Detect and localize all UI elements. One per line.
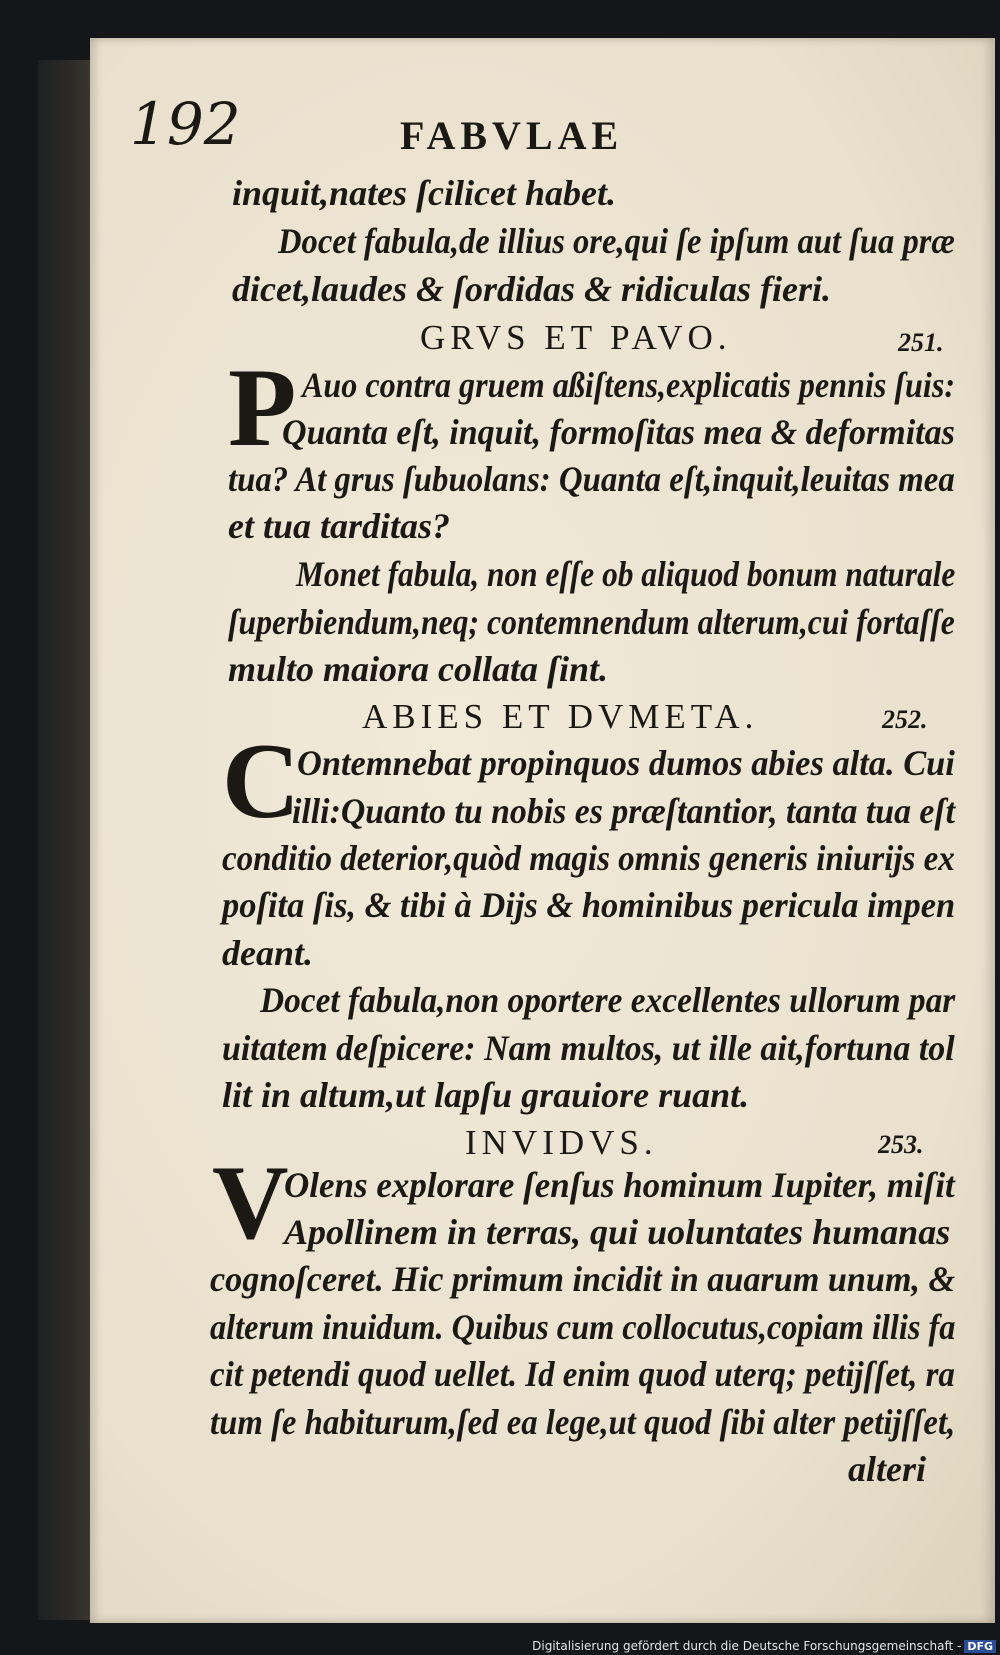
text-line: conditio deterior,quòd magis omnis generis iniurijs ex bbox=[222, 838, 955, 878]
text-line: lit in altum,ut lapſu grauiore ruant. bbox=[222, 1075, 750, 1115]
text-line: multo maiora collata ſint. bbox=[228, 649, 609, 689]
text-line: Monet fabula, non eſſe ob aliquod bonum naturale bbox=[296, 554, 956, 594]
footer-text: Digitalisierung gefördert durch die Deutsche Forschungsgemeinschaft - bbox=[532, 1639, 962, 1653]
text-line: Docet fabula,de illius ore,qui ſe ipſum aut ſua præ bbox=[278, 221, 955, 261]
drop-initial: C bbox=[222, 722, 300, 841]
book-edge bbox=[38, 60, 90, 1620]
fable-number: 253. bbox=[878, 1130, 924, 1159]
catchword: alteri bbox=[848, 1449, 926, 1489]
dfg-logo: DFG bbox=[964, 1640, 996, 1653]
drop-initial: P bbox=[228, 346, 297, 470]
running-head: FABVLAE bbox=[400, 113, 624, 158]
text-line: poſita ſis, & tibi à Dijs & hominibus pericula impen bbox=[222, 885, 956, 925]
text-line: et tua tarditas? bbox=[228, 506, 451, 546]
text-line: uitatem deſpicere: Nam multos, ut ille ait,fortuna tol bbox=[222, 1028, 955, 1068]
fable-heading: INVIDVS. bbox=[465, 1123, 658, 1162]
text-line: dicet,laudes & ſordidas & ridiculas fieri. bbox=[232, 269, 831, 309]
text-line: Apollinem in terras, qui uoluntates humanas bbox=[284, 1212, 951, 1252]
text-line: ſuperbiendum,neq; contemnendum alterum,cui fortaſſe bbox=[228, 602, 955, 642]
fable-heading: ABIES ET DVMETA. bbox=[362, 697, 759, 736]
text-line: Olens explorare ſenſus hominum Iupiter, miſit bbox=[284, 1165, 955, 1205]
text-line: Quanta eſt, inquit, formoſitas mea & deformitas bbox=[282, 412, 955, 452]
fable-heading: GRVS ET PAVO. bbox=[420, 318, 732, 357]
text-line: deant. bbox=[222, 933, 314, 973]
text-line: Ontemnebat propinquos dumos abies alta. Cui bbox=[297, 743, 955, 783]
text-line: cognoſceret. Hic primum incidit in auarum unum, & bbox=[210, 1259, 956, 1299]
text-line: tua? At grus ſubuolans: Quanta eſt,inquit,leuitas mea bbox=[228, 459, 955, 499]
footer-credit bbox=[532, 1639, 996, 1653]
text-line: tum ſe habiturum,ſed ea lege,ut quod ſibi alter petijſſet, bbox=[210, 1402, 956, 1442]
text-line: Auo contra gruem aßiſtens,explicatis pennis ſuis: bbox=[302, 365, 956, 405]
fable-number: 252. bbox=[882, 705, 928, 734]
drop-initial: V bbox=[212, 1144, 289, 1261]
text-line: cit petendi quod uellet. Id enim quod uterq; petijſſet, ra bbox=[210, 1354, 955, 1394]
text-line: inquit,nates ſcilicet habet. bbox=[232, 173, 616, 213]
text-line: Docet fabula,non oportere excellentes ullorum par bbox=[260, 980, 956, 1020]
text-line: illi:Quanto tu nobis es præſtantior, tanta tua eſt bbox=[292, 791, 956, 831]
page-number: 192 bbox=[130, 90, 241, 158]
fable-number: 251. bbox=[898, 328, 944, 357]
text-line: alterum inuidum. Quibus cum collocutus,copiam illis fa bbox=[210, 1307, 956, 1347]
